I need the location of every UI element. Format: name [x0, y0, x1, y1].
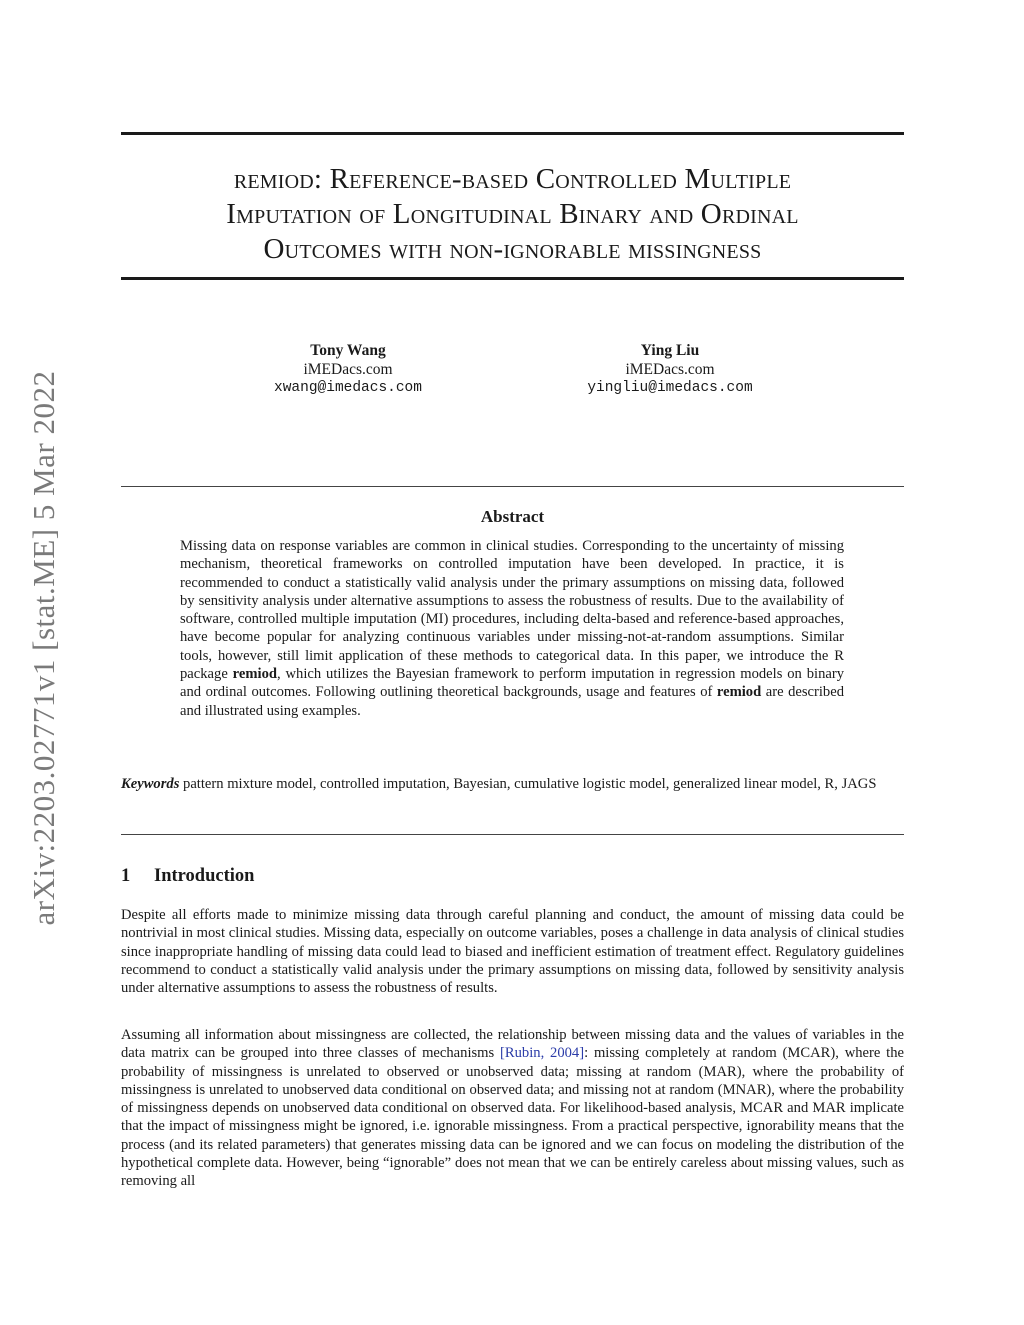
title-bottom-rule	[121, 277, 904, 280]
section-heading	[121, 866, 254, 887]
intro-paragraph-1: Despite all efforts made to minimize missing data through careful planning and conduct, the amount of missing data could be nontrivial in most clinical studies. Missing data, especially on outcome variables, poses a challenge in data analysis of clinical studies since inappropriate handling of missing data could lead to biased and inefficient estimation of treatment effect. Regulatory guidelines recommend to conduct a statistically valid analysis under the primary assumptions on missing data, followed by sensitivity analysis under alternative assumptions to assess the robustness of results.	[121, 907, 904, 997]
author-name: Tony Wang	[310, 342, 386, 359]
keywords-text: pattern mixture model, controlled imputation, Bayesian, cumulative logistic model, generalized linear model, R, JAGS	[179, 776, 877, 792]
abstract-part-2: , which utilizes the Bayesian framework to perform imputation in regression models on binary and ordinal outcomes. Following outlining theoretical backgrounds, usage and features of	[180, 666, 844, 701]
author-email[interactable]: yingliu@imedacs.com	[587, 380, 753, 396]
arxiv-stamp[interactable]: arXiv:2203.02771v1 [stat.ME] 5 Mar 2022	[26, 370, 61, 926]
abstract-bottom-rule	[121, 834, 904, 835]
section-number: 1	[121, 866, 131, 886]
author-name: Ying Liu	[640, 342, 700, 359]
author-block-1	[233, 341, 463, 398]
keywords-label: Keywords	[121, 776, 180, 792]
package-name: remiod	[716, 684, 762, 701]
abstract-part-1: Missing data on response variables are common in clinical studies. Corresponding to the uncertainty of missing mechanism, theoretical frameworks on controlled imputation have been developed. In practice, it is recommended to conduct a statistically valid analysis under the primary assumptions on missing data, followed by sensitivity analysis under alternative assumptions to assess the robustness of results. Due to the availability of software, controlled multiple imputation (MI) procedures, including delta-based and reference-based approaches, have become popular for analyzing continuous variables under missing-not-at-random assumptions. Similar tools, however, still limit application of these methods to categorical data. In this paper, we introduce the R package	[180, 538, 844, 683]
abstract-text	[180, 537, 844, 720]
author-affiliation: iMEDacs.com	[625, 361, 715, 378]
title-line-1: remiod: Reference-based Controlled Multiple	[233, 163, 792, 195]
package-name: remiod	[232, 666, 277, 683]
keywords	[121, 775, 904, 793]
paragraph-text: : missing completely at random (MCAR), where the probability of missingness is unrelated to observed or unobserved data; missing at random (MAR), where the probability of missingness is unrelated to unobserved data conditional on observed data; and missing not at random (MNAR), where the probability of missingness depends on unobserved data conditional on observed data. For likelihood-based analysis, MCAR and MAR implicate that the impact of missingness might be ignored, i.e. ignorable missingness. From a practical perspective, ignorability means that the process (and its related parameters) that generates missing data can be ignored and we can focus on modeling the distribution of the hypothetical complete data. However, being “ignorable” does not mean that we can be entirely careless about missing values, such as removing all	[121, 1045, 904, 1190]
paper-title	[121, 162, 904, 267]
abstract-heading: Abstract	[480, 507, 545, 526]
author-block-2	[555, 341, 785, 398]
title-top-rule	[121, 132, 904, 135]
section-title: Introduction	[154, 866, 255, 886]
title-line-3: Outcomes with non-ignorable missingness	[263, 233, 762, 265]
author-email[interactable]: xwang@imedacs.com	[274, 380, 422, 396]
intro-paragraph-2	[121, 1026, 904, 1191]
abstract-top-rule	[121, 486, 904, 487]
citation-link[interactable]: [Rubin, 2004]	[500, 1045, 585, 1062]
author-affiliation: iMEDacs.com	[303, 361, 393, 378]
title-line-2: Imputation of Longitudinal Binary and Ordinal	[226, 198, 799, 230]
abstract-part-3: are described and illustrated using examples.	[180, 684, 844, 719]
paragraph-text: Assuming all information about missingness are collected, the relationship between missing data and the values of variables in the data matrix can be grouped into three classes of mechanisms	[121, 1027, 904, 1062]
